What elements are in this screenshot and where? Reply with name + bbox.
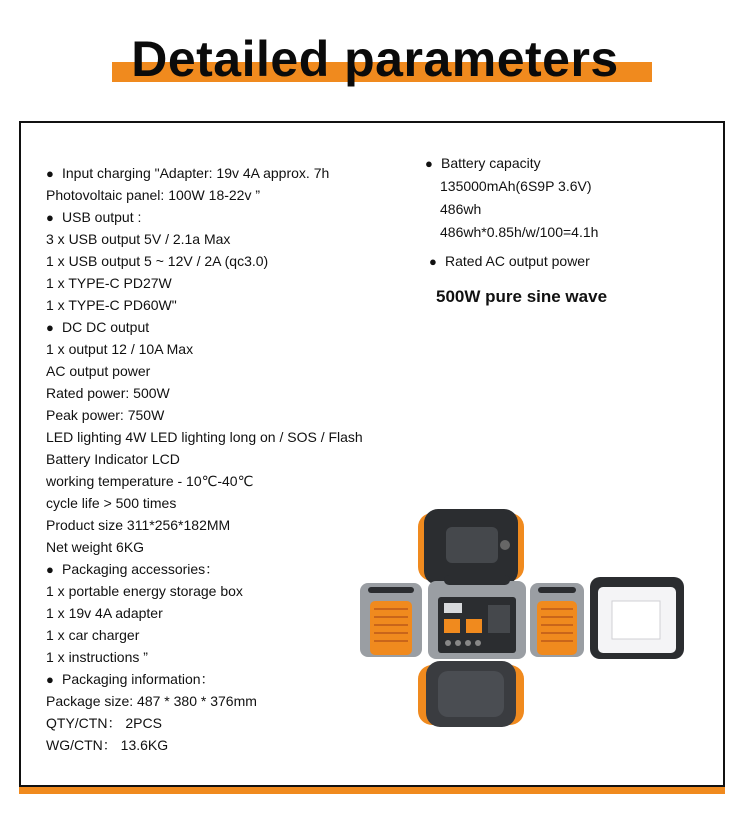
product-bottom-view	[418, 661, 524, 727]
spec-heading: ● USB output :	[46, 206, 416, 228]
product-images	[352, 505, 697, 727]
spec-heading: ● Input charging "Adapter: 19v 4A approx. 7h	[46, 162, 416, 184]
ac-value: 500W pure sine wave	[436, 287, 608, 306]
spec-line: 1 x USB output 5 ~ 12V / 2A (qc3.0)	[46, 253, 269, 269]
bottom-accent-bar	[19, 787, 725, 794]
title-banner	[0, 28, 750, 90]
page-title: Detailed parameters	[131, 31, 619, 87]
spec-line: 3 x USB output 5V / 2.1a Max	[46, 231, 231, 247]
product-front-view	[428, 575, 526, 659]
spec-line: Peak power: 750W	[46, 407, 165, 423]
spec-line: 1 x TYPE-C PD60W"	[46, 297, 177, 313]
spec-line: working temperature - 10℃-40℃	[46, 473, 254, 489]
spec-heading: ● Packaging accessories：	[46, 558, 416, 580]
product-side-view-left	[360, 583, 422, 657]
spec-heading: ● DC DC output	[46, 316, 416, 338]
battery-line: 486wh*0.85h/w/100=4.1h	[440, 224, 599, 240]
ac-heading: ● Rated AC output power	[425, 250, 725, 273]
spec-line: 1 x portable energy storage box	[46, 583, 243, 599]
spec-line: Photovoltaic panel: 100W 18-22v ”	[46, 187, 261, 203]
spec-line: Rated power: 500W	[46, 385, 170, 401]
spec-heading: ● Packaging information：	[46, 668, 416, 690]
spec-line: cycle life > 500 times	[46, 495, 177, 511]
product-top-view	[418, 509, 524, 585]
battery-line: 135000mAh(6S9P 3.6V)	[440, 178, 592, 194]
spec-line: Net weight 6KG	[46, 539, 145, 555]
battery-heading: ● Battery capacity	[425, 152, 725, 175]
battery-line: 486wh	[440, 201, 482, 217]
product-side-view-right	[530, 583, 584, 657]
spec-line: Battery Indicator LCD	[46, 451, 180, 467]
spec-line: WG/CTN： 13.6KG	[46, 737, 169, 753]
spec-line: AC output power	[46, 363, 151, 379]
spec-line: QTY/CTN： 2PCS	[46, 715, 162, 731]
spec-line: 1 x 19v 4A adapter	[46, 605, 163, 621]
product-light-view	[590, 577, 684, 659]
spec-line: LED lighting 4W LED lighting long on / SOS / Flash	[46, 429, 363, 445]
capacity-panel	[425, 152, 725, 309]
spec-line: 1 x TYPE-C PD27W	[46, 275, 172, 291]
spec-line: 1 x output 12 / 10A Max	[46, 341, 194, 357]
spec-line: Package size: 487 * 380 * 376mm	[46, 693, 257, 709]
spec-line: 1 x instructions ”	[46, 649, 148, 665]
spec-line: 1 x car charger	[46, 627, 140, 643]
spec-line: Product size 311*256*182MM	[46, 517, 231, 533]
